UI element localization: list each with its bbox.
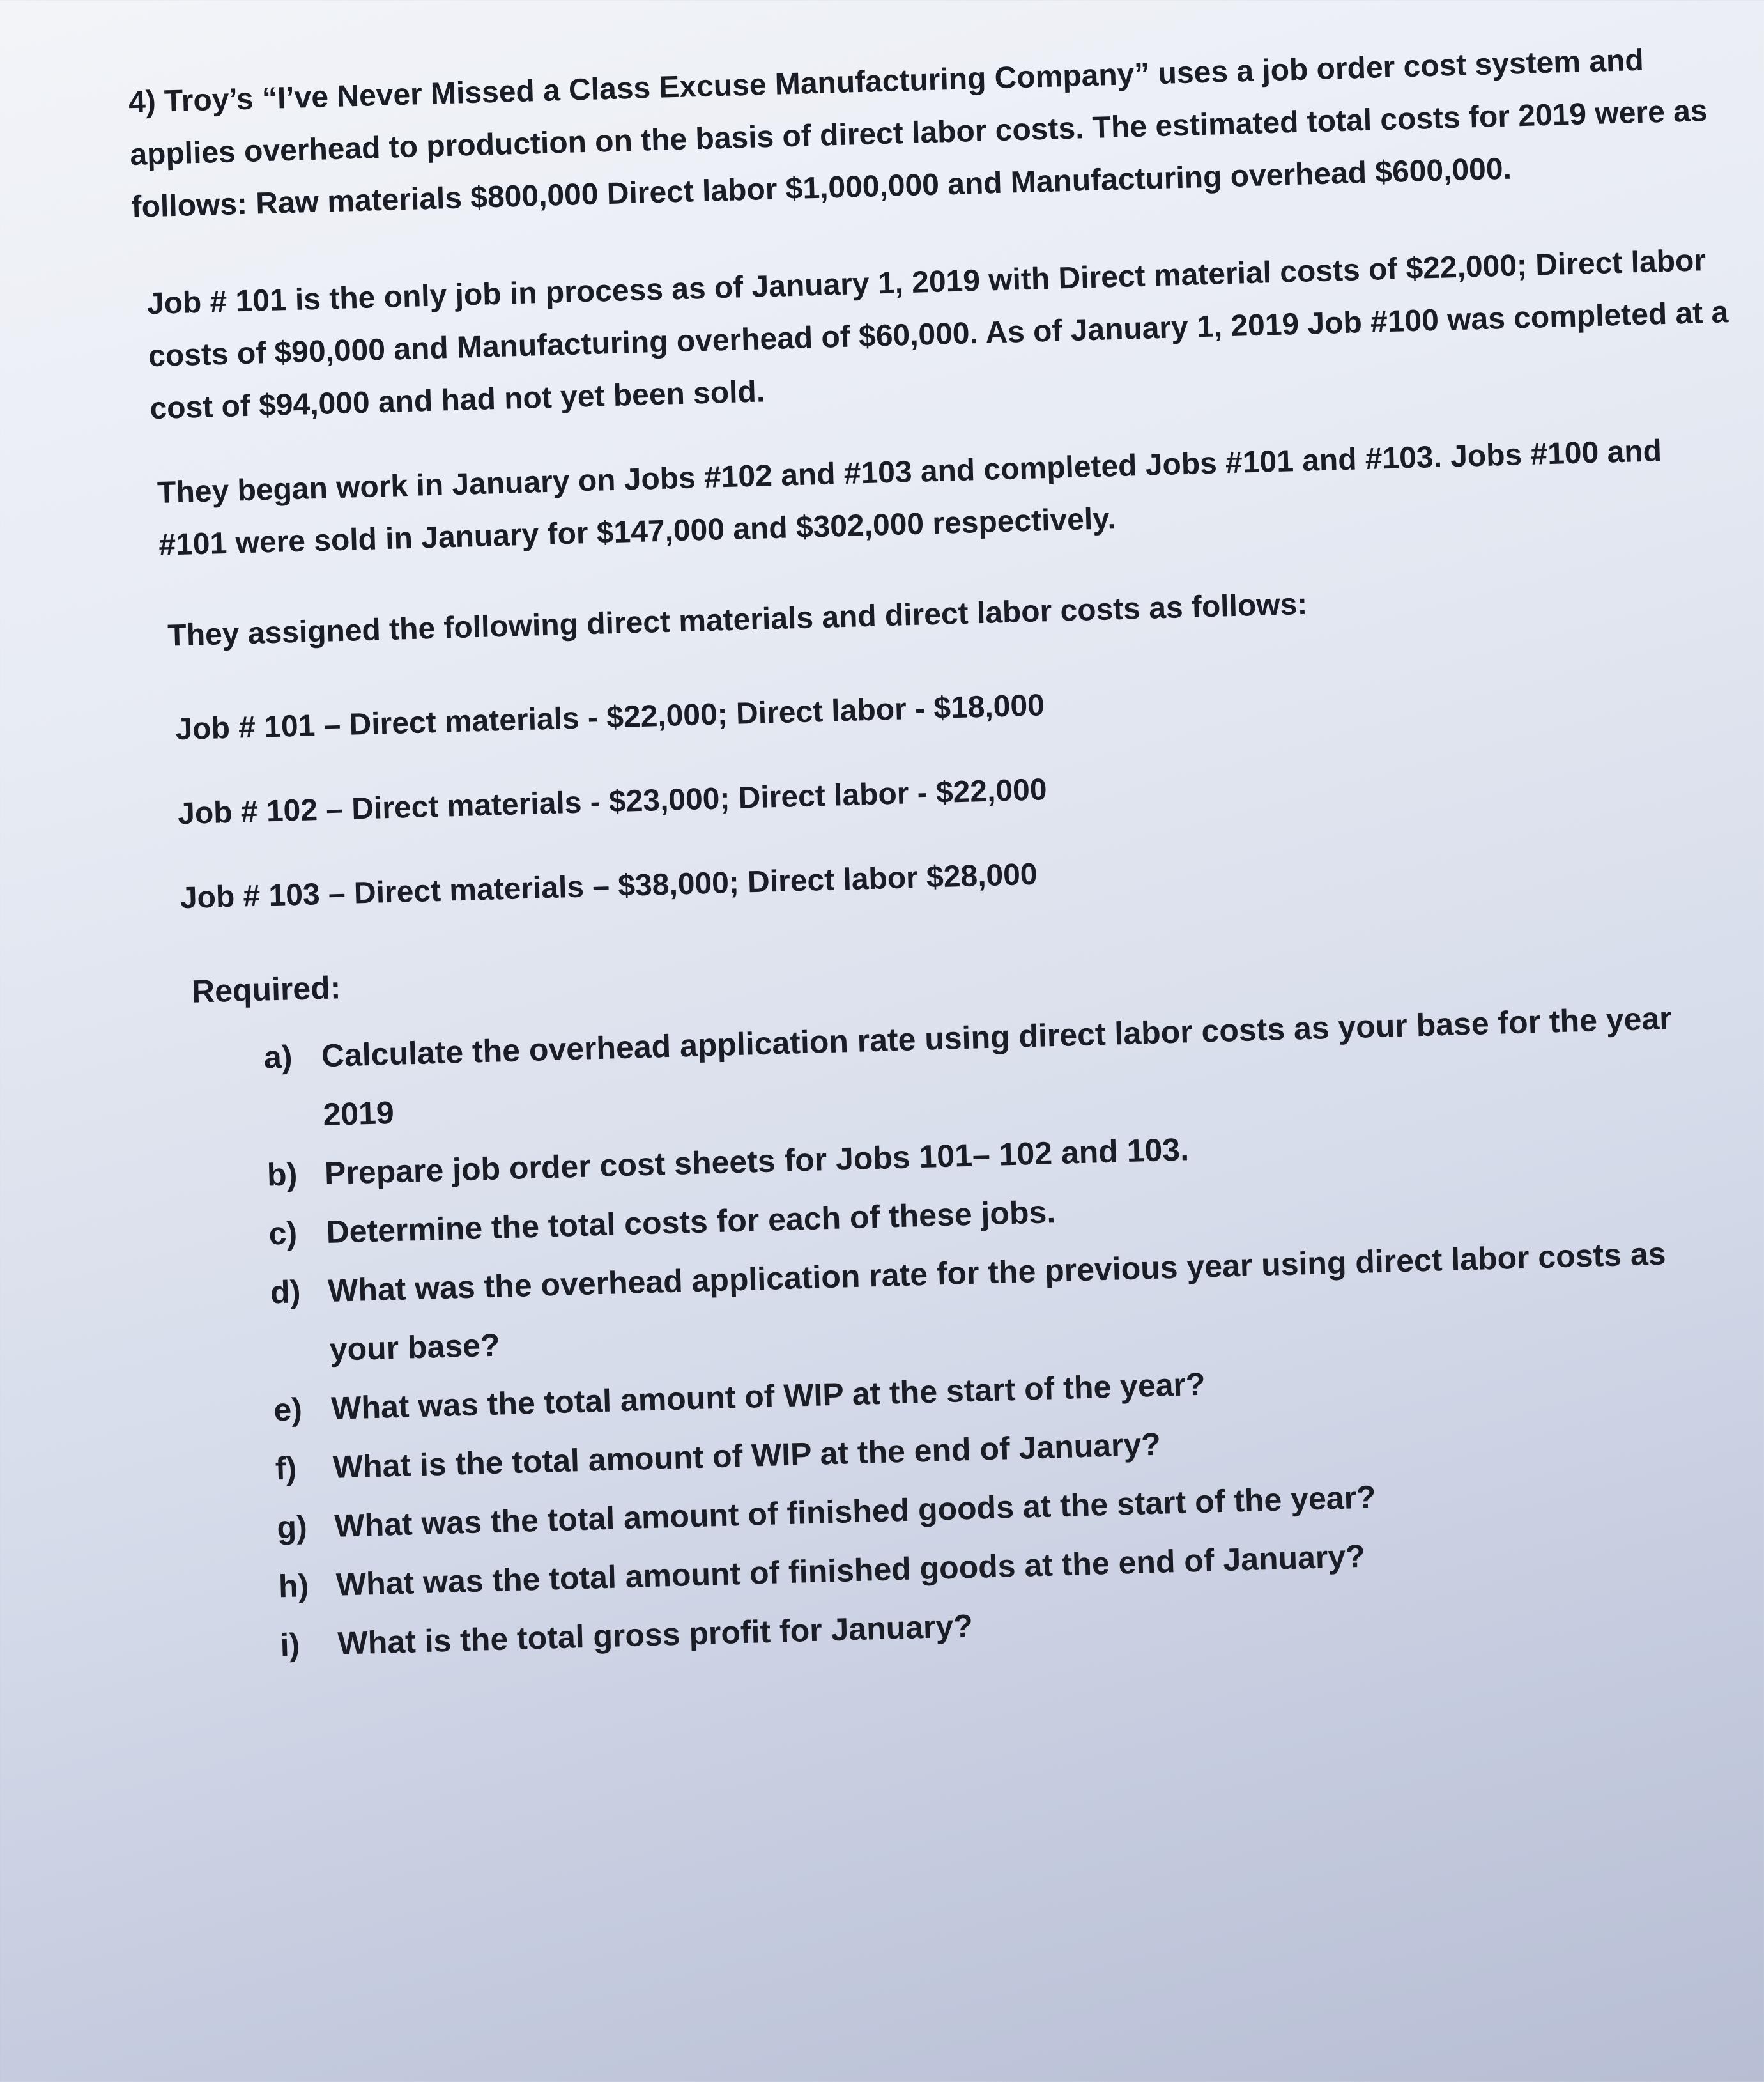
question-list (263, 987, 1750, 1674)
question-text: What was the total amount of WIP at the start of the year? (330, 1366, 1206, 1426)
january-activity-paragraph: They began work in January on Jobs #102 and #103 and completed Jobs #101 and #103. Jobs #100 and #101 were sold in January for $147,000 and $302,000 respectively. (157, 434, 1662, 562)
question-text: What was the total amount of finished goods at the start of the year? (334, 1479, 1377, 1544)
question-text: What was the overhead application rate for the previous year using direct labor costs as your base? (327, 1235, 1667, 1368)
question-text: What is the total amount of WIP at the end of January? (332, 1426, 1162, 1485)
question-text: Determine the total costs for each of these jobs. (325, 1194, 1056, 1251)
job-101-paragraph: Job # 101 is the only job in process as of January 1, 2019 with Direct material costs of $22,000; Direct labor costs of $90,000 and Manufacturing overhead of $60,000. As of January 1, 2019 Job #100 was completed at a cost of $94,000 and had not yet been sold. (146, 243, 1729, 426)
question-letter: a) (263, 1038, 293, 1076)
job-cost-item: Job # 103 – Direct materials – $38,000; Direct labor $28,000 (180, 857, 1038, 916)
job-cost-list (174, 644, 1749, 941)
question-letter: g) (276, 1509, 308, 1546)
assigned-costs-paragraph: They assigned the following direct materials and direct labor costs as follows: (167, 587, 1308, 653)
question-text: What was the total amount of finished goods at the end of January? (335, 1538, 1366, 1603)
question-text: Calculate the overhead application rate using direct labor costs as your base for the year 2019 (321, 1000, 1673, 1133)
question-text: Prepare job order cost sheets for Jobs 101– 102 and 103. (324, 1131, 1190, 1192)
problem-intro-paragraph: 4) Troy’s “I’ve Never Missed a Class Excuse Manufacturing Company” uses a job order cost system and applies overhead to production on the basis of direct labor costs. The estimated total costs for 2019 were as follows: Raw materials $800,000 Direct labor $1,000,000 and Manufacturing overhead $600,000. (128, 43, 1708, 224)
question-letter: i) (279, 1626, 300, 1663)
job-cost-item: Job # 102 – Direct materials - $23,000; Direct labor - $22,000 (177, 773, 1048, 831)
required-heading: Required: (191, 969, 342, 1010)
question-letter: d) (270, 1274, 302, 1311)
job-cost-item: Job # 101 – Direct materials - $22,000; Direct labor - $18,000 (174, 688, 1045, 747)
worksheet-page (128, 32, 1764, 1677)
question-letter: h) (278, 1568, 310, 1605)
question-letter: b) (266, 1156, 298, 1193)
question-letter: e) (273, 1391, 303, 1428)
question-letter: c) (268, 1215, 298, 1252)
question-letter: f) (275, 1450, 297, 1487)
question-text: What is the total gross profit for January? (337, 1608, 974, 1662)
